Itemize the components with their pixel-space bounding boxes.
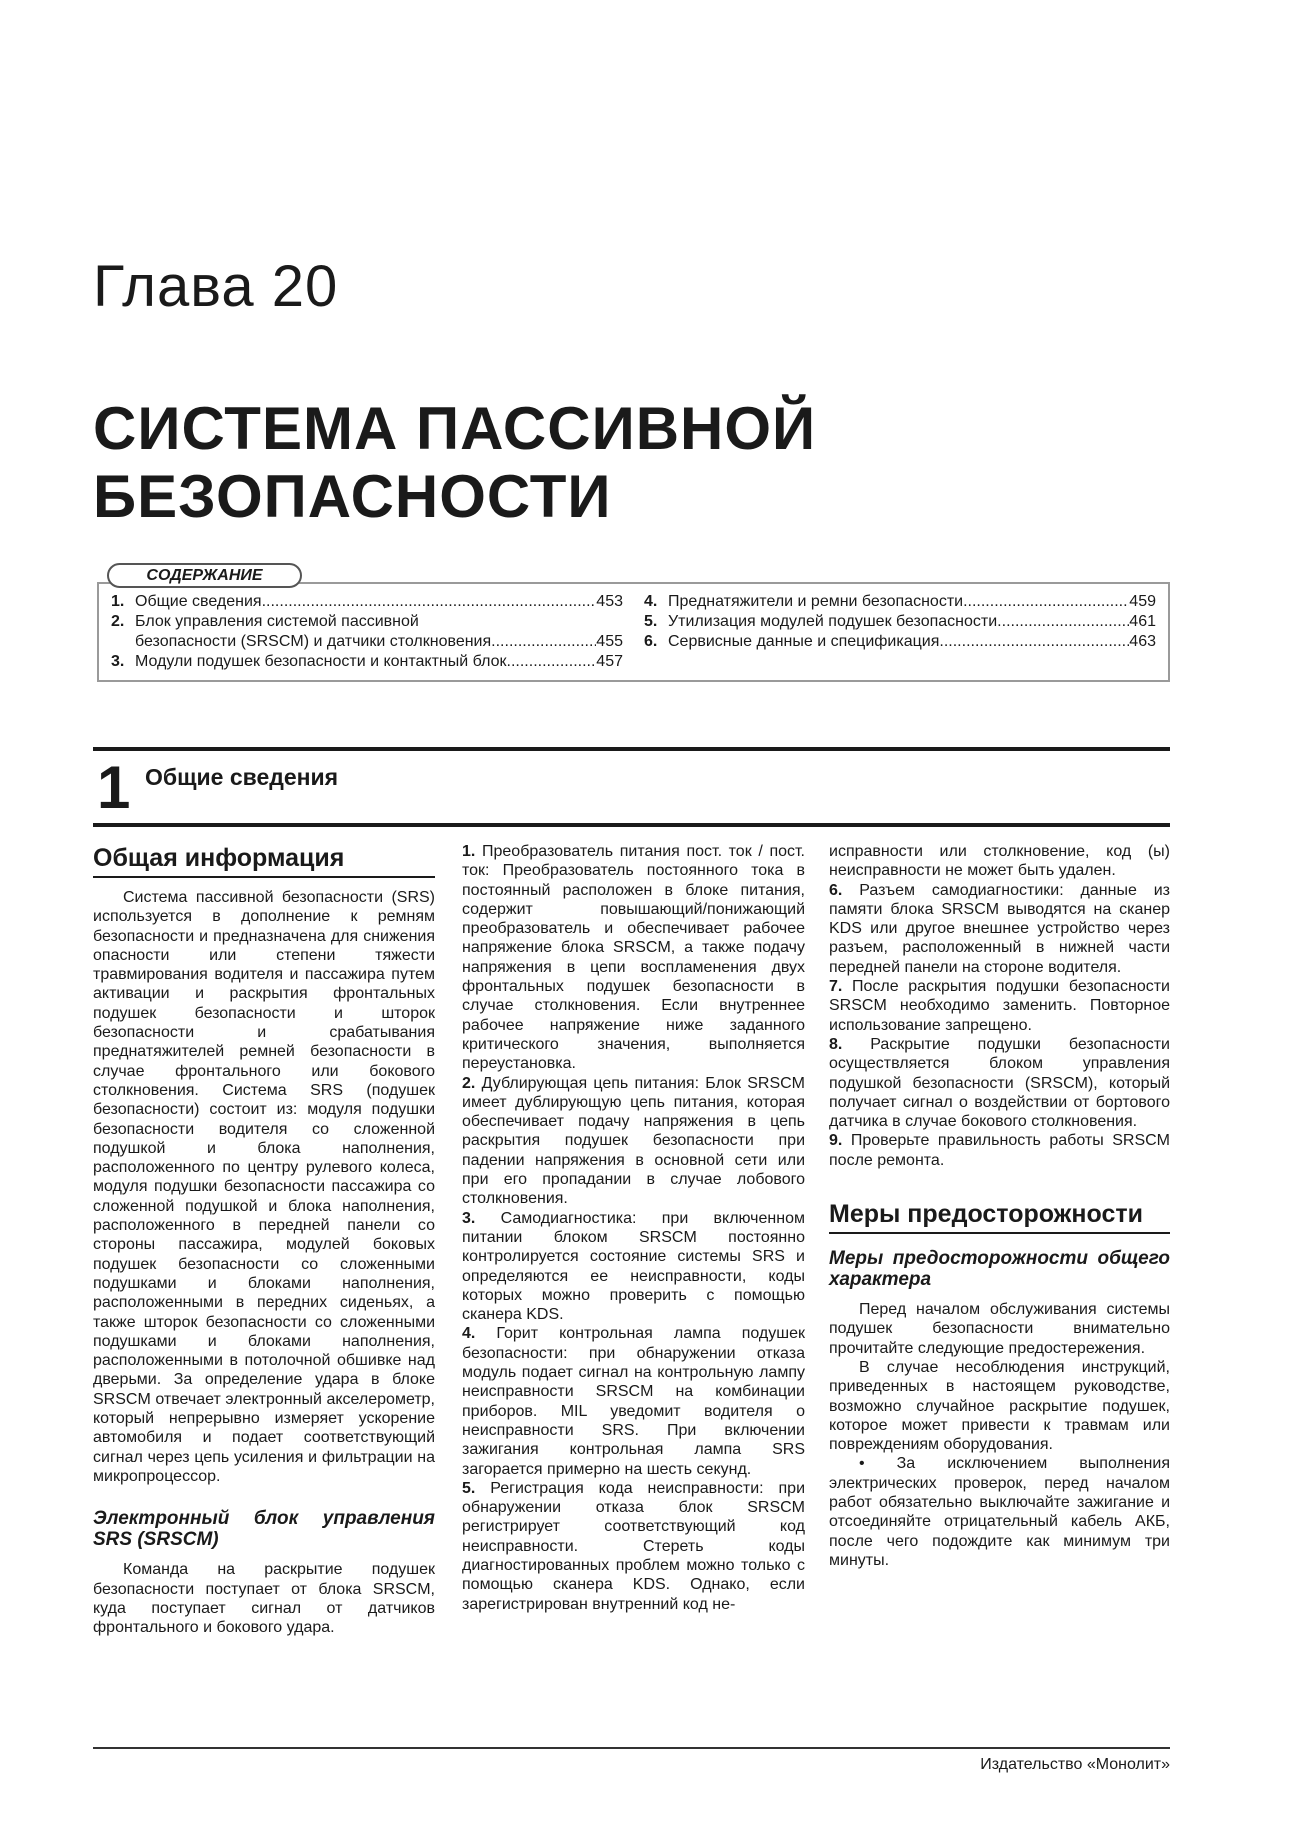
toc-column-right [644, 592, 1156, 652]
toc-item[interactable] [644, 592, 1156, 612]
item-text: Проверьте правильность работы SRSCM после ремонта. [829, 1132, 1171, 1169]
heading-precautions: Меры предосторожности [829, 1198, 1170, 1234]
heading-general-info: Общая информация [93, 842, 435, 878]
section-title: Общие сведения [145, 764, 339, 790]
heading-srscm: Электронный блок управления SRS (SRSCM) [93, 1508, 435, 1551]
item-text: Преобразователь питания пост. ток / пост. ток: Преобразователь постоянного тока в постоянный расположен в блоке питания, содержит повышающий/понижающий преобразователь и обеспечивает рабочее напряжение блока SRSCM, а также подачу напряжения в цепи воспламенения двух фронтальных подушек безопасности в случае столкновения. Если внутреннее рабочее напряжение ниже заданного критического значения, выполняется переустановка. [462, 843, 806, 1073]
numbered-item [462, 1324, 805, 1478]
toc-item-title: Преднатяжители и ремни безопасности [668, 593, 964, 610]
item-text: Самодиагностика: при включенном питании блоком SRSCM постоянно контролируется состояние системы SRS и определяются ее неисправности, коды которых можно проверить с помощью сканера KDS. [462, 1209, 805, 1324]
section-rule-top [93, 747, 1170, 751]
toc-item-title: Общие сведения [135, 593, 262, 610]
item-text: Раскрытие подушки безопасности осуществляется блоком управления подушкой безопасности (SRSCM), который получает сигнал о воздействии от бортового датчика в случае бокового столкновения. [829, 1035, 1170, 1131]
toc-leader [491, 632, 596, 652]
item-number: 4. [462, 1325, 476, 1343]
numbered-item [462, 1074, 805, 1209]
toc-item-title: Утилизация модулей подушек безопасности [668, 613, 998, 630]
publisher-footer: Издательство «Монолит» [980, 1756, 1170, 1773]
numbered-item [829, 1035, 1170, 1131]
toc-leader [963, 592, 1129, 612]
section-rule-bottom [93, 823, 1170, 827]
toc-column-left [111, 592, 623, 672]
toc-item-number: 5. [644, 613, 658, 630]
item-number: 1. [462, 843, 476, 860]
toc-item[interactable] [111, 652, 623, 672]
numbered-item [462, 1479, 805, 1614]
toc-item-title: Сервисные данные и спецификация [668, 633, 940, 650]
toc-item-title: Модули подушек безопасности и контактный блок [135, 653, 507, 670]
toc-item[interactable] [644, 612, 1156, 632]
toc-item-page: 459 [1129, 593, 1156, 610]
paragraph: Система пассивной безопасности (SRS) используется в дополнение к ремням безопасности и предназначена для снижения опасности или степени тяжести травмирования водителя и пассажира путем активации и раскрытия фронтальных подушек безопасности и шторок безопасности и срабатывания преднатяжителей ремней безопасности в случае фронтального или бокового столкновения. Система SRS (подушек безопасности) состоит из: модуля подушки безопасности водителя со сложенной подушкой и блока наполнения, расположенного по центру рулевого колеса, модуля подушки безопасности пассажира со сложенной подушкой и блока наполнения, расположенного в передней панели со стороны пассажира, модулей боковых подушек безопасности со сложенными подушками и блоками наполнения, расположенными в передних сиденьях, а также шторок безопасности со сложенными подушками и блоками наполнения, расположенными в потолочной обшивке над дверьми. За определение удара в блоке SRSCM отвечает электронный акселерометр, который непрерывно измеряет ускорение автомобиля и подает соответствующий сигнал через цепь усиления и фильтрации на микропроцессор. [93, 889, 435, 1485]
toc-item-page: 461 [1129, 613, 1156, 630]
toc-item-title-cont: безопасности (SRSCM) и датчики столкновения [135, 633, 492, 650]
chapter-title [93, 395, 816, 531]
heading-general-precautions: Меры предосторожности общего характера [829, 1248, 1170, 1291]
item-number: 5. [462, 1479, 476, 1497]
paragraph: Перед началом обслуживания системы подушек безопасности внимательно прочитайте следующие предостережения. [829, 1301, 1170, 1357]
paragraph: В случае несоблюдения инструкций, приведенных в настоящем руководстве, возможно случайное раскрытие подушек, которое может привести к травмам или повреждениям оборудования. [829, 1358, 1170, 1454]
numbered-item [462, 842, 805, 1074]
toc-item-page: 457 [596, 653, 623, 670]
toc-item[interactable] [111, 592, 623, 612]
item-number: 6. [829, 881, 843, 899]
text-column-1 [93, 842, 435, 1637]
toc-item-page: 453 [596, 593, 623, 610]
chapter-label: Глава 20 [93, 254, 339, 319]
toc-heading: СОДЕРЖАНИЕ [107, 563, 302, 588]
item-text: Регистрация кода неисправности: при обнаружении отказа блок SRSCM регистрирует соответствующий код неисправности. Стереть коды диагностированных проблем можно только с помощью сканера KDS. Однако, если зарегистрирован внутренний код не- [462, 1479, 806, 1613]
table-of-contents [97, 582, 1170, 682]
toc-item-page: 463 [1129, 633, 1156, 650]
toc-item-number: 1. [111, 593, 125, 610]
toc-item-continuation[interactable] [111, 632, 623, 652]
numbered-item [462, 1209, 805, 1325]
item-text: Горит контрольная лампа подушек безопасности: при обнаружении отказа модуль подает сигнал на контрольную лампу неисправности SRSCM на комбинации приборов. MIL уведомит водителя о неисправности SRS. При включении зажигания контрольная лампа SRS загорается примерно на шесть секунд. [462, 1325, 805, 1478]
item-number: 3. [462, 1209, 476, 1227]
toc-leader [997, 612, 1129, 632]
section-number: 1 [97, 754, 131, 821]
item-text: После раскрытия подушки безопасности SRSCM необходимо заменить. Повторное использование запрещено. [829, 978, 1170, 1034]
toc-item-number: 4. [644, 593, 658, 610]
toc-item-number: 3. [111, 653, 125, 670]
toc-item-number: 6. [644, 633, 658, 650]
toc-leader [507, 652, 597, 672]
toc-item-number: 2. [111, 613, 125, 630]
toc-item[interactable] [111, 612, 623, 632]
item-text: Разъем самодиагностики: данные из памяти блока SRSCM выводятся на сканер KDS или другое внешнее устройство через разъем, расположенный в нижней части передней панели на стороне водителя. [829, 881, 1170, 976]
text-column-3 [829, 842, 1170, 1570]
toc-leader [939, 632, 1129, 652]
item-number: 7. [829, 978, 843, 996]
toc-item-title: Блок управления системой пассивной [135, 613, 419, 630]
chapter-title-line-1: СИСТЕМА ПАССИВНОЙ [93, 395, 817, 462]
numbered-item [829, 977, 1170, 1035]
toc-item[interactable] [644, 632, 1156, 652]
toc-item-page: 455 [596, 633, 623, 650]
paragraph: Команда на раскрытие подушек безопасности поступает от блока SRSCM, куда поступает сигнал от датчиков фронтального и бокового удара. [93, 1561, 435, 1637]
numbered-item [829, 1131, 1170, 1170]
item-text: Дублирующая цепь питания: Блок SRSCM имеет дублирующую цепь питания, которая обеспечивает подачу напряжения в цепь раскрытия подушек безопасности при падении напряжения в основной сети или при его пропадании в случае лобового столкновения. [462, 1074, 805, 1208]
item-number: 9. [829, 1132, 843, 1150]
text-column-2 [462, 842, 805, 1614]
item-number: 2. [462, 1074, 476, 1092]
bullet-paragraph: • За исключением выполнения электрических проверок, перед началом работ обязательно выключайте зажигание и отсоединяйте отрицательный кабель АКБ, после чего подождите как минимум три минуты. [829, 1455, 1170, 1569]
continued-text: исправности или столкновение, код (ы) неисправности не может быть удален. [829, 843, 1170, 880]
footer-rule [93, 1747, 1170, 1749]
item-number: 8. [829, 1035, 843, 1053]
chapter-title-line-2: БЕЗОПАСНОСТИ [93, 463, 612, 530]
numbered-item [829, 881, 1170, 977]
toc-leader [262, 592, 597, 612]
